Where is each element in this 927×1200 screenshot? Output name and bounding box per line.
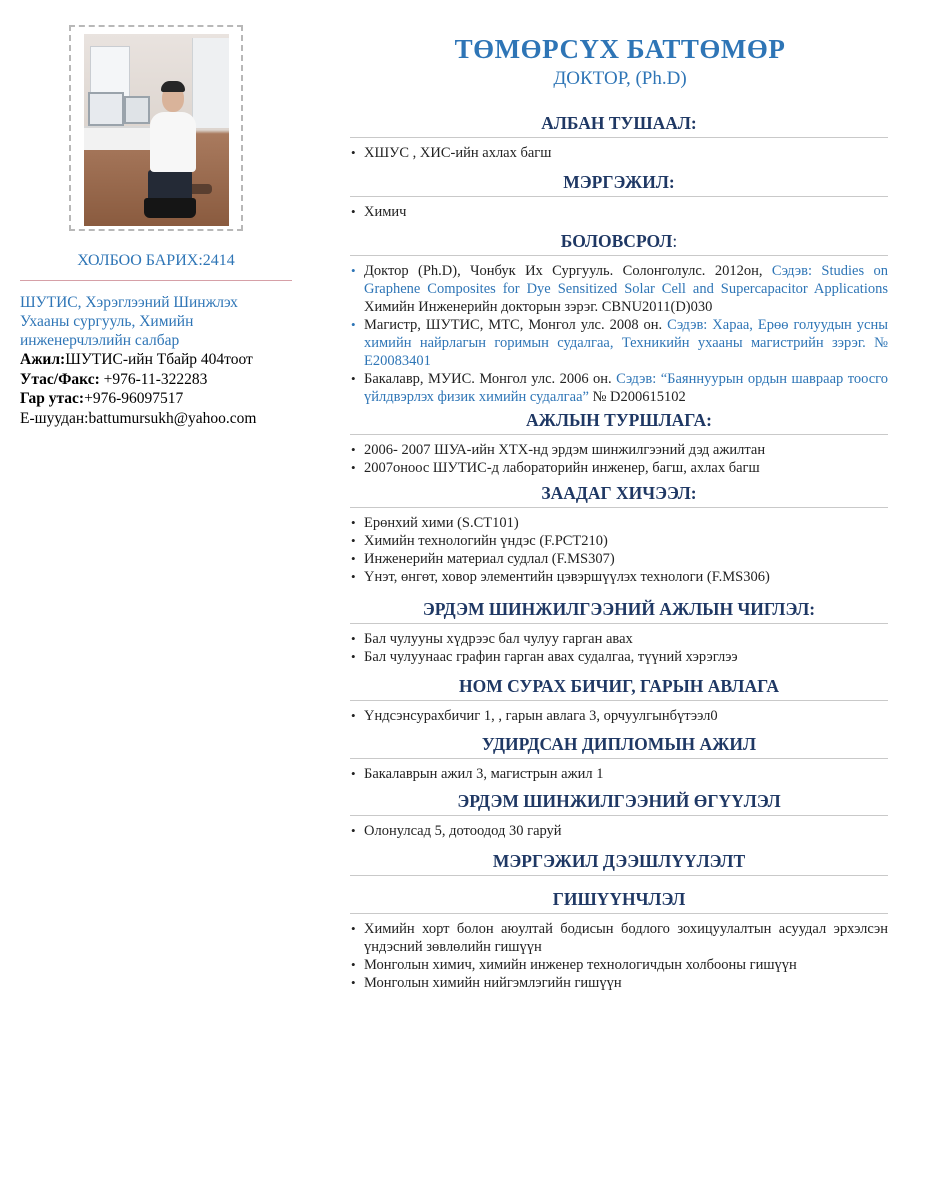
list-item: • Монголын химич, химийн инженер технологичдын холбооны гишүүн xyxy=(350,956,888,974)
work-address: Ажил:ШУТИС-ийн Тбайр 404тоот xyxy=(20,351,253,368)
section-textbooks xyxy=(350,675,888,725)
mobile-phone: Гар утас:+976-96097517 xyxy=(20,390,184,407)
profile-photo xyxy=(84,34,229,226)
section-title: ЭРДЭМ ШИНЖИЛГЭЭНИЙ ӨГҮҮЛЭЛ xyxy=(457,791,781,811)
list-item: • Бакалавр, МУИС. Монгол улс. 2006 он. Сэдэв: “Баяннуурын ордын шавраар тоосго үйлдвэрлэх физик химийн судалгаа” № D200615102 xyxy=(350,370,888,406)
section-title: НОМ СУРАХ БИЧИГ, ГАРЫН АВЛАГА xyxy=(459,676,779,696)
section-title: ЗААДАГ ХИЧЭЭЛ: xyxy=(541,483,697,503)
section-title: ГИШҮҮНЧЛЭЛ xyxy=(552,889,686,909)
person-name: ТӨМӨРСҮХ БАТТӨМӨР xyxy=(454,34,786,64)
list-item: • Химийн хорт болон аюултай бодисын бодлого зохицуулалтын асуудал эрхэлсэн үндэсний зөвлөлийн гишүүн xyxy=(350,920,888,956)
profile-photo-frame xyxy=(69,25,243,231)
email-link[interactable]: E-шуудан:battumursukh@yahoo.com xyxy=(20,409,257,427)
list-item: • Магистр, ШУТИС, МТС, Монгол улс. 2008 он. Сэдэв: Хараа, Ерөө голуудын усны химийн найрлагын горимын судалгаа, Техникийн ухааны магистрийн зэрэг. № E20083401 xyxy=(350,316,888,370)
organization: ШУТИС, Хэрэглээний Шинжлэх Ухааны сургууль, Химийн инженерчлэлийн салбар xyxy=(20,294,238,349)
contact-heading: ХОЛБОО БАРИХ:2414 xyxy=(77,252,235,269)
list-item: • 2007оноос ШУТИС-д лабораторийн инженер, багш, ахлах багш xyxy=(350,459,888,477)
section-position xyxy=(350,112,888,162)
section-title: БОЛОВСРОЛ: xyxy=(560,231,678,251)
list-item: • Үнэт, өнгөт, ховор элементийн цэвэршүүлэх технологи (F.MS306) xyxy=(350,568,888,586)
list-item: • Инженерийн материал судлал (F.MS307) xyxy=(350,550,888,568)
section-title: УДИРДСАН ДИПЛОМЫН АЖИЛ xyxy=(481,734,757,754)
section-membership xyxy=(350,888,888,992)
list-item: • Доктор (Ph.D), Чонбук Их Сургууль. Солонголулс. 2012он, Сэдэв: Studies on Graphene Composites for Dye Sensitized Solar Cell and Supercapacitor Applications Химийн Инженерийн докторын зэрэг. CBNU2011(D)030 xyxy=(350,262,888,316)
section-profession xyxy=(350,171,888,221)
section-title: МЭРГЭЖИЛ ДЭЭШЛҮҮЛЭЛТ xyxy=(492,851,746,871)
list-item: • Химийн технологийн үндэс (F.PCT210) xyxy=(350,532,888,550)
section-title: МЭРГЭЖИЛ: xyxy=(563,172,675,192)
contact-divider xyxy=(20,280,292,281)
section-title: АЛБАН ТУШААЛ: xyxy=(541,113,697,133)
phone-fax: Утас/Факс: +976-11-322283 xyxy=(20,370,208,388)
contact-details xyxy=(20,350,310,428)
section-courses xyxy=(350,482,888,586)
list-item: • Ерөнхий хими (S.CT101) xyxy=(350,514,888,532)
list-item: • Бал чулуунаас графин гарган авах судалгаа, түүний хэрэглээ xyxy=(350,648,888,666)
list-item: • Олонулсад 5, дотоодод 30 гаруй xyxy=(350,822,888,840)
list-item: • Бакалаврын ажил 3, магистрын ажил 1 xyxy=(350,765,888,783)
list-item: • Бал чулууны хүдрээс бал чулуу гарган авах xyxy=(350,630,888,648)
list-item: • ХШУС , ХИС-ийн ахлах багш xyxy=(350,144,888,162)
section-experience xyxy=(350,409,888,477)
person-degree: ДОКТОР, (Ph.D) xyxy=(553,68,687,89)
section-development xyxy=(350,850,888,876)
section-education xyxy=(350,230,888,406)
section-theses xyxy=(350,733,888,783)
list-item: • 2006- 2007 ШУА-ийн ХТХ-нд эрдэм шинжилгээний дэд ажилтан xyxy=(350,441,888,459)
section-title: АЖЛЫН ТУРШЛАГА: xyxy=(526,410,712,430)
section-title: ЭРДЭМ ШИНЖИЛГЭЭНИЙ АЖЛЫН ЧИГЛЭЛ: xyxy=(422,599,816,619)
section-publications xyxy=(350,790,888,840)
list-item: • Химич xyxy=(350,203,888,221)
list-item: • Монголын химийн нийгэмлэгийн гишүүн xyxy=(350,974,888,992)
list-item: • Үндсэнсурахбичиг 1, , гарын авлага 3, орчуулгынбүтээл0 xyxy=(350,707,888,725)
section-research xyxy=(350,598,888,666)
